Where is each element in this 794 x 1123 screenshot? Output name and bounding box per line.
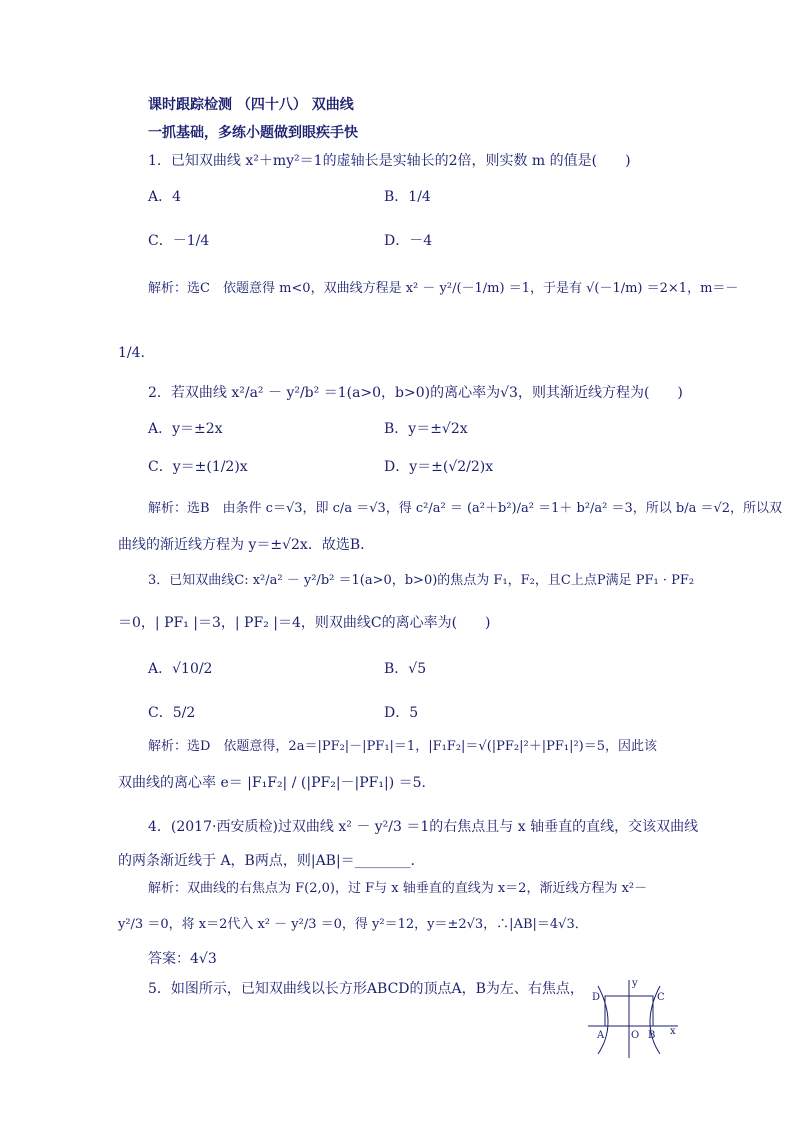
problem-3-option-b: B．√5	[384, 661, 427, 677]
problem-4-stem-2: 的两条渐近线于 A，B两点，则|AB|＝________．	[118, 853, 425, 869]
problem-2-option-c: C．y＝±(1/2)x	[148, 459, 248, 475]
label-b: B	[648, 1030, 656, 1041]
problem-3-solution-end: 双曲线的离心率 e＝ |F₁F₂| / (|PF₂|－|PF₁|) ＝5．	[118, 775, 436, 791]
problem-1-option-c: C．－1/4	[148, 233, 210, 249]
problem-5-stem: 5．如图所示，已知双曲线以长方形ABCD的顶点A，B为左、右焦点，	[148, 981, 584, 997]
problem-3-option-a: A．√10/2	[148, 661, 213, 677]
problem-1-solution: 解析：选C 依题意得 m<0，双曲线方程是 x² － y²/(－1/m) ＝1，于是有 √(－1/m) ＝2×1，m＝－	[148, 281, 739, 296]
problem-3-option-c: C．5/2	[148, 705, 196, 721]
page-subtitle: 一抓基础，多练小题做到眼疾手快	[148, 125, 358, 141]
problem-2-option-d: D．y＝±(√2/2)x	[384, 459, 494, 475]
problem-1-stem: 1．已知双曲线 x²＋my²＝1的虚轴长是实轴长的2倍，则实数 m 的值是( )	[148, 153, 631, 169]
problem-2-option-a: A．y＝±2x	[148, 421, 223, 437]
problem-3-stem-2: ＝0，| PF₁ |＝3，| PF₂ |＝4，则双曲线C的离心率为( )	[118, 615, 491, 631]
problem-2-stem: 2．若双曲线 x²/a² － y²/b² ＝1(a>0，b>0)的离心率为√3，则其渐近线方程为( )	[148, 385, 683, 401]
problem-4-stem: 4．(2017·西安质检)过双曲线 x² － y²/3 ＝1的右焦点且与 x 轴垂直的直线，交该双曲线	[148, 819, 699, 835]
label-x: x	[670, 1026, 676, 1037]
label-d: D	[592, 992, 601, 1003]
problem-4-answer: 答案：4√3	[148, 951, 217, 967]
problem-4-solution-end: y²/3 ＝0，将 x＝2代入 x² － y²/3 ＝0，得 y²＝12，y＝±2√3，∴|AB|＝4√3．	[118, 917, 588, 932]
hyperbola-figure	[588, 976, 688, 1058]
label-c: C	[657, 992, 665, 1003]
problem-1-solution-end: 1/4.	[118, 345, 145, 361]
label-a: A	[597, 1030, 605, 1041]
problem-3-solution: 解析：选D 依题意得，2a＝|PF₂|－|PF₁|＝1，|F₁F₂|＝√(|PF₂|²＋|PF₁|²)＝5，因此该	[148, 739, 658, 754]
problem-3-option-d: D．5	[384, 705, 419, 721]
problem-1-option-d: D．－4	[384, 233, 433, 249]
label-o: O	[631, 1030, 640, 1041]
problem-3-stem: 3．已知双曲线C: x²/a² － y²/b² ＝1(a>0，b>0)的焦点为 F₁，F₂，且C上点P满足 PF₁ · PF₂	[148, 573, 695, 588]
problem-4-solution: 解析：双曲线的右焦点为 F(2,0)，过 F与 x 轴垂直的直线为 x＝2，渐近线方程为 x²－	[148, 881, 648, 896]
problem-1-option-b: B．1/4	[384, 189, 431, 205]
problem-2-option-b: B．y＝±√2x	[384, 421, 468, 437]
problem-1-option-a: A．4	[148, 189, 182, 205]
page-title: 课时跟踪检测 （四十八） 双曲线	[148, 97, 354, 113]
problem-2-solution-end: 曲线的渐近线方程为 y＝±√2x．故选B．	[118, 537, 375, 553]
problem-2-solution: 解析：选B 由条件 c＝√3，即 c/a ＝√3，得 c²/a² ＝ (a²＋b²)/a² ＝1＋ b²/a² ＝3，所以 b/a ＝√2，所以双	[148, 501, 783, 516]
label-y: y	[632, 978, 638, 989]
